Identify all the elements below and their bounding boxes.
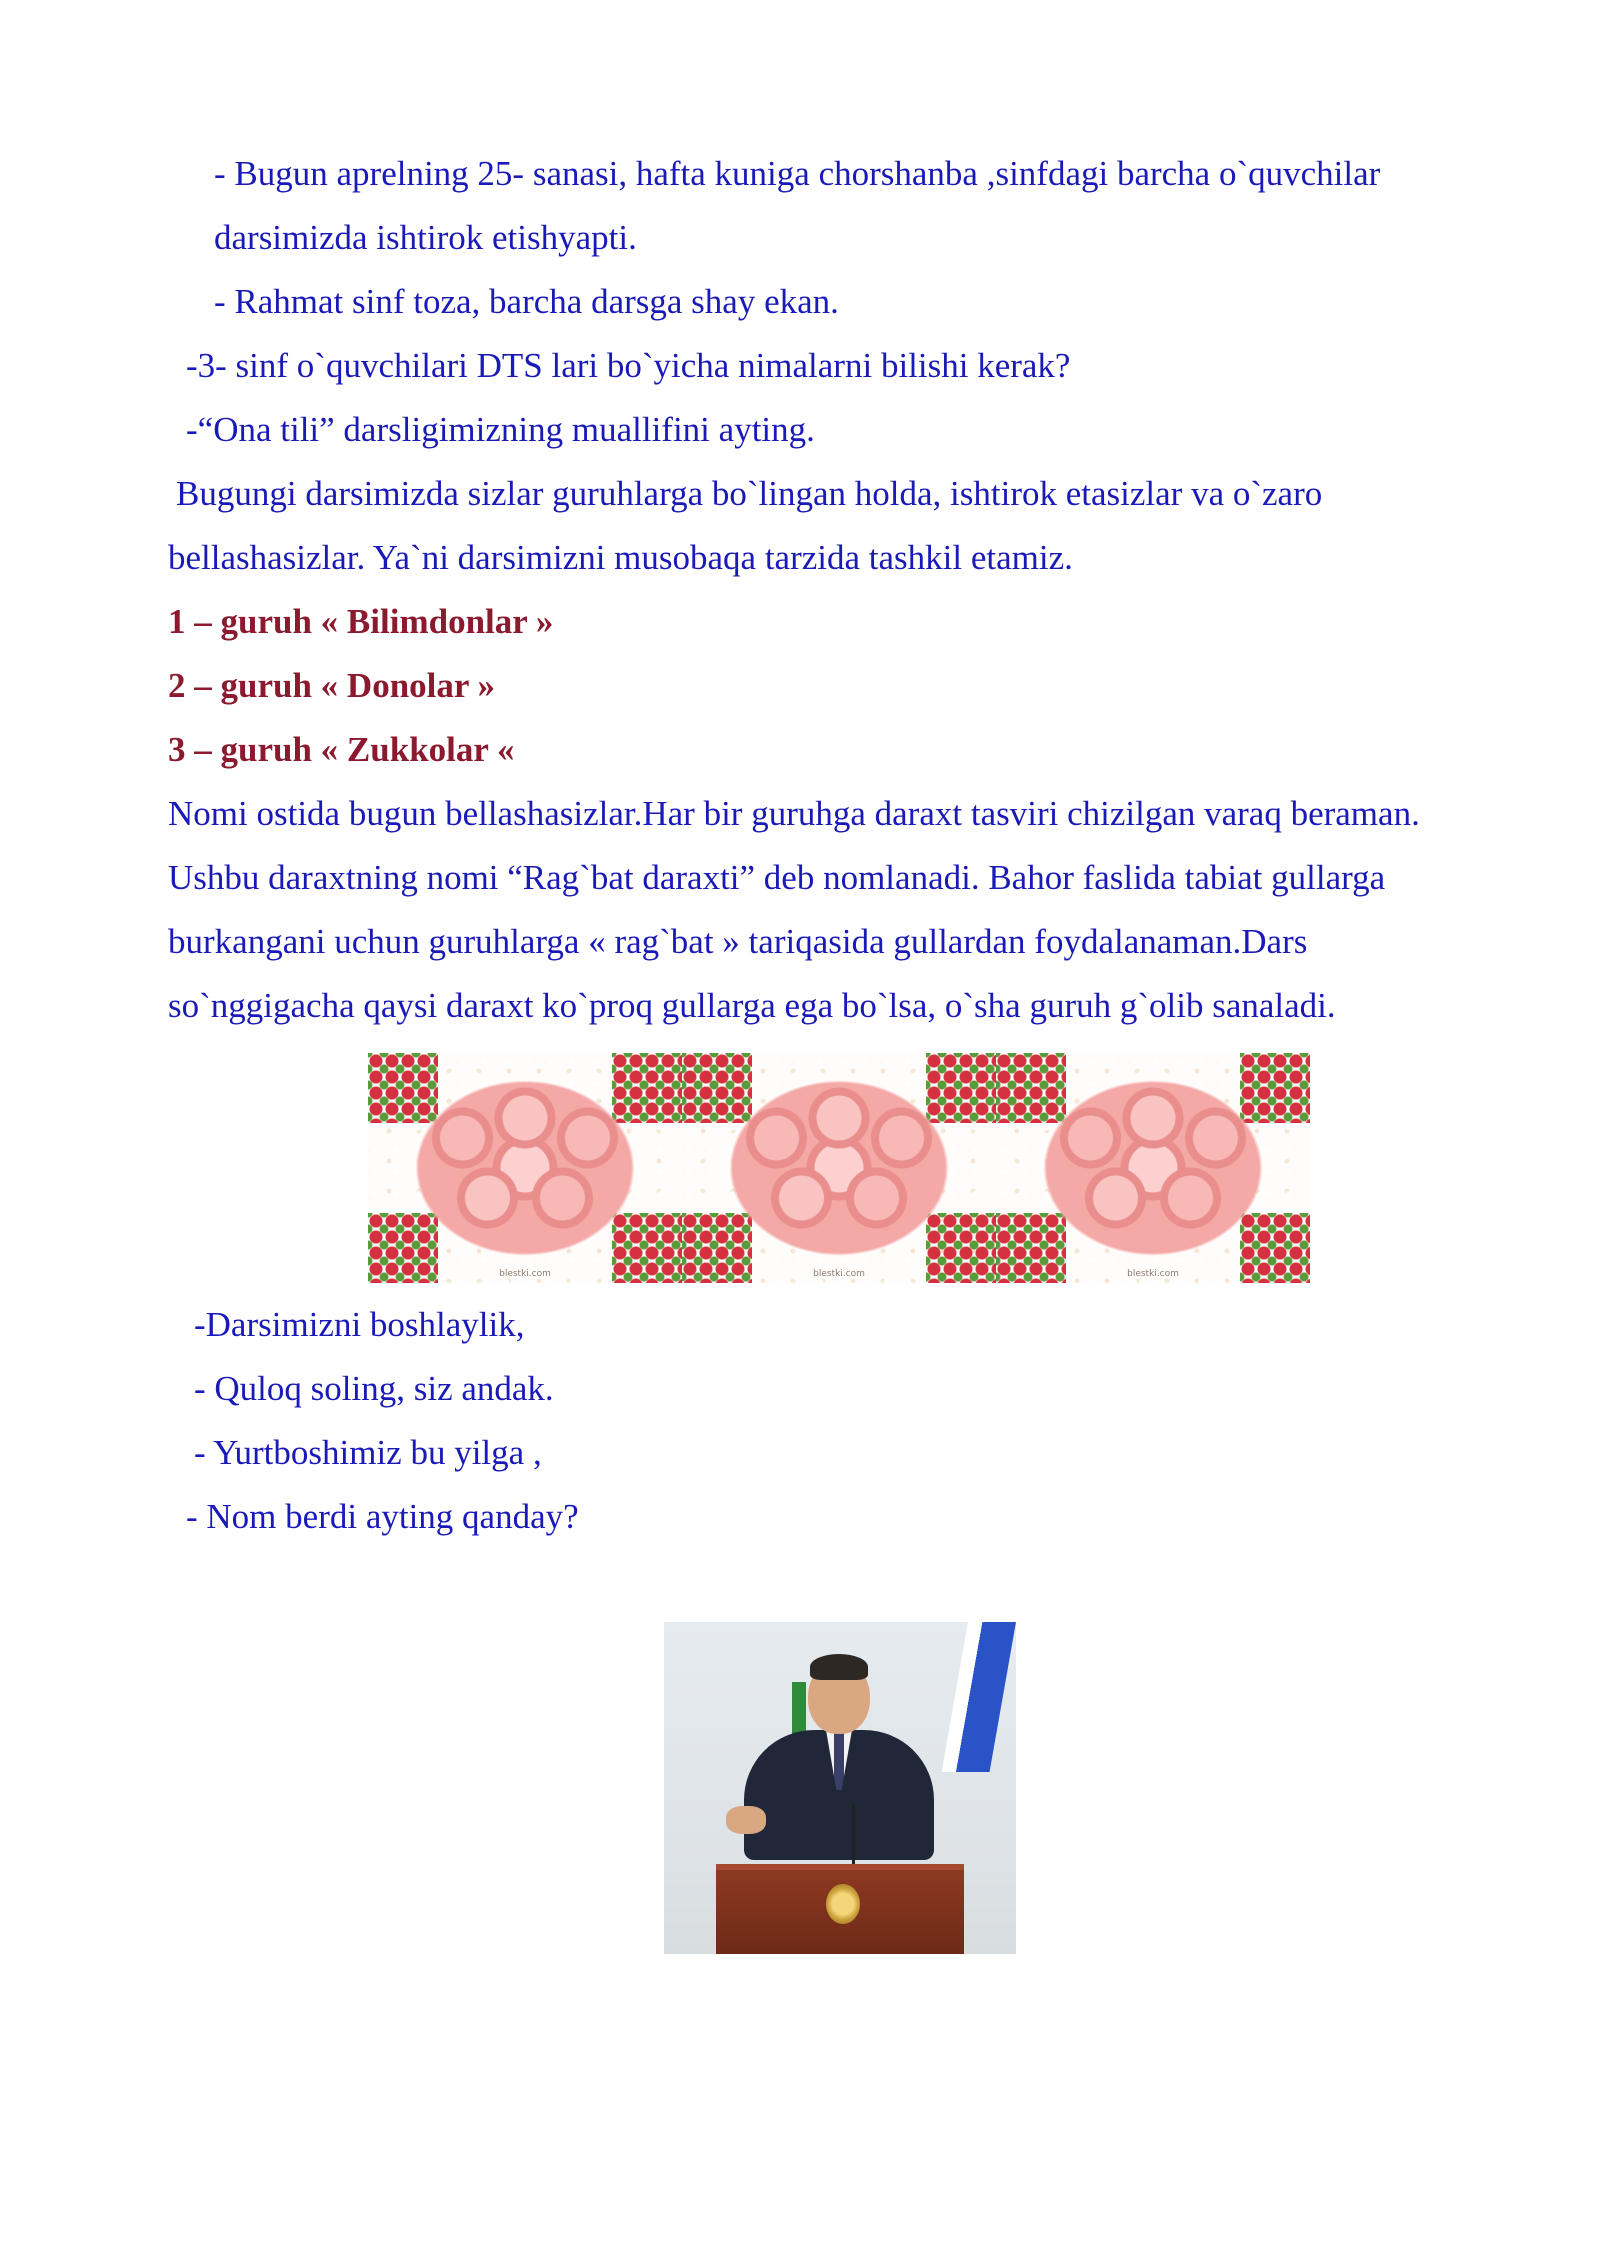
closing-line-3: - Yurtboshimiz bu yilga , [194,1433,542,1472]
text-line-dts-question: -3- sinf o`quvchilari DTS lari bo`yicha nimalarni bilishi kerak? [186,346,1071,385]
watermark-text: blestki.com [1127,1269,1179,1279]
group-heading-1: 1 – guruh « Bilimdonlar » [168,602,554,641]
closing-line-4: - Nom berdi ayting qanday? [186,1497,579,1536]
paragraph-line-3: burkangani uchun guruhlarga « rag`bat » tariqasida gullardan foydalanaman.Dars [168,922,1308,961]
group-heading-3: 3 – guruh « Zukkolar « [168,730,515,769]
rose-bouquet-icon [714,1068,964,1268]
flower-tile [996,1053,1310,1283]
paragraph-line-2: Ushbu daraxtning nomi “Rag`bat daraxti” deb nomlanadi. Bahor faslida tabiat gullarga [168,858,1386,897]
watermark-text: blestki.com [813,1269,865,1279]
text-line-competition: bellashasizlar. Ya`ni darsimizni musobaqa tarzida tashkil etamiz. [168,538,1073,577]
flower-tile [682,1053,996,1283]
speaker-photo [664,1622,1016,1954]
closing-line-2: - Quloq soling, siz andak. [194,1369,554,1408]
rose-bouquet-icon [400,1068,650,1268]
watermark-text: blestki.com [499,1269,551,1279]
text-line-date: - Bugun aprelning 25- sanasi, hafta kuniga chorshanba ,sinfdagi barcha o`quvchilar [214,154,1381,193]
flag-icon [942,1622,1016,1772]
paragraph-line-1: Nomi ostida bugun bellashasizlar.Har bir guruhga daraxt tasviri chizilgan varaq beraman. [168,794,1420,833]
flower-bouquet-image [368,1053,1310,1283]
text-line-ready: - Rahmat sinf toza, barcha darsga shay ekan. [214,282,839,321]
text-line-author-question: -“Ona tili” darsligimizning muallifini ayting. [186,410,815,449]
text-line-groups-intro: Bugungi darsimizda sizlar guruhlarga bo`lingan holda, ishtirok etasizlar va o`zaro [176,474,1323,513]
text-line-attendance: darsimizda ishtirok etishyapti. [214,218,637,257]
flower-tile [368,1053,682,1283]
group-heading-2: 2 – guruh « Donolar » [168,666,496,705]
emblem-icon [826,1884,860,1924]
paragraph-line-4: so`nggigacha qaysi daraxt ko`proq gullarga ega bo`lsa, o`sha guruh g`olib sanaladi. [168,986,1336,1025]
microphone-icon [852,1804,855,1866]
rose-bouquet-icon [1028,1068,1278,1268]
closing-line-1: -Darsimizni boshlaylik, [194,1305,525,1344]
